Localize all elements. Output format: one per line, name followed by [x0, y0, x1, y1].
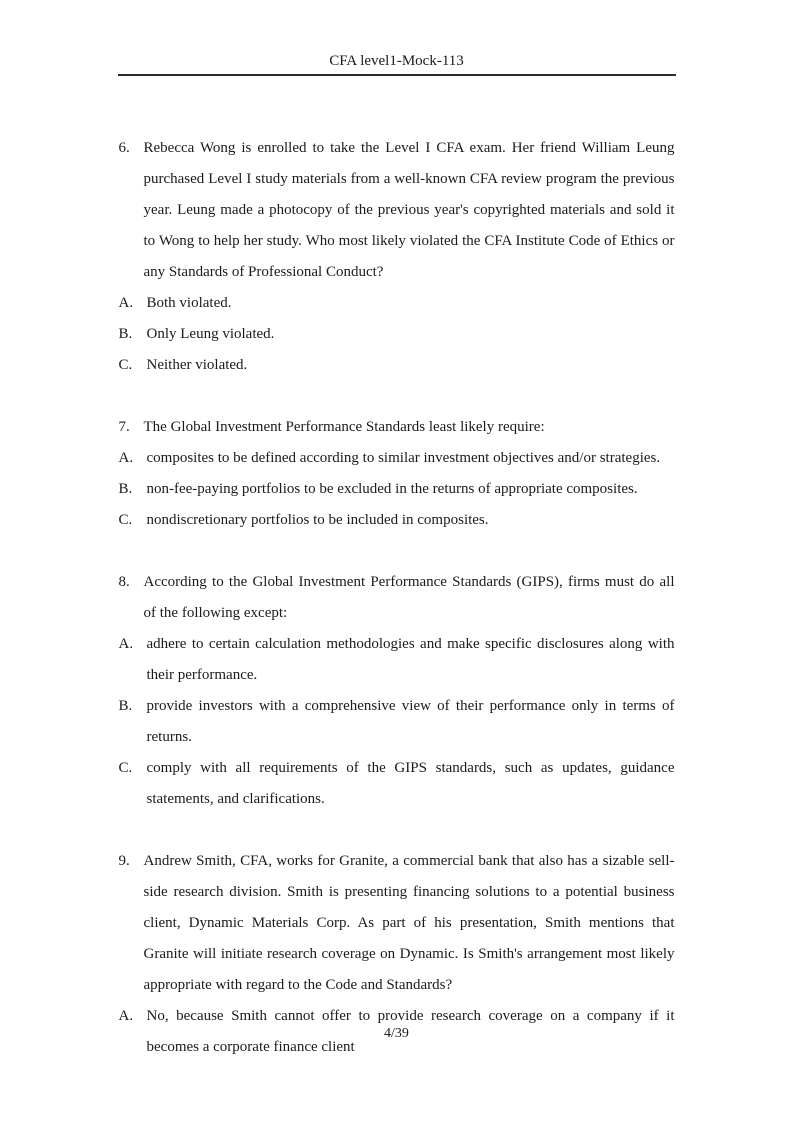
- question-body: The Global Investment Performance Standards least likely require:: [143, 419, 545, 435]
- option-label: A.: [118, 450, 134, 466]
- option-text: Neither violated.: [146, 357, 248, 373]
- question-text: [119, 567, 675, 629]
- option-text: provide investors with a comprehensive view of their performance only in terms of returns.: [146, 698, 675, 745]
- option-label: A.: [118, 636, 134, 652]
- options-list: [119, 443, 675, 536]
- document-header: [118, 0, 676, 76]
- options-list: [119, 629, 675, 815]
- question-body: Rebecca Wong is enrolled to take the Level I CFA exam. Her friend William Leung purchased Level I study materials from a well-known CFA review program the previous year. Leung made a photocopy of the previous year's copyrighted materials and sold it to Wong to help her study. Who most likely violated the CFA Institute Code of Ethics or any Standards of Professional Conduct?: [143, 140, 675, 280]
- question-body: According to the Global Investment Performance Standards (GIPS), firms must do all of the following except:: [143, 574, 675, 621]
- option-text: Both violated.: [146, 295, 232, 311]
- page-footer: [0, 1024, 793, 1044]
- page-number: 4/39: [384, 1026, 409, 1041]
- answer-option-7-A: [119, 443, 675, 474]
- answer-option-6-C: [119, 350, 675, 381]
- question-block-6: [119, 133, 675, 381]
- option-label: B.: [118, 326, 133, 342]
- question-text: [119, 846, 675, 1001]
- option-text: non-fee-paying portfolios to be excluded in the returns of appropriate composites.: [146, 481, 638, 497]
- answer-option-6-B: [119, 319, 675, 350]
- answer-option-7-C: [119, 505, 675, 536]
- option-text: comply with all requirements of the GIPS standards, such as updates, guidance statements, and clarifications.: [146, 760, 675, 807]
- option-label: C.: [118, 512, 133, 528]
- question-number: 8.: [118, 574, 130, 590]
- option-label: A.: [118, 1008, 134, 1024]
- option-label: A.: [118, 295, 134, 311]
- option-text: Only Leung violated.: [146, 326, 275, 342]
- option-text: nondiscretionary portfolios to be included in composites.: [146, 512, 489, 528]
- question-number: 7.: [118, 419, 130, 435]
- answer-option-8-B: [119, 691, 675, 753]
- question-text: [119, 133, 675, 288]
- question-number: 6.: [118, 140, 130, 156]
- options-list: [119, 288, 675, 381]
- questions-container: [119, 76, 675, 1063]
- question-text: [119, 412, 675, 443]
- option-text: composites to be defined according to similar investment objectives and/or strategies.: [146, 450, 661, 466]
- question-block-8: [119, 567, 675, 815]
- option-label: C.: [118, 760, 133, 776]
- question-number: 9.: [118, 853, 130, 869]
- answer-option-8-A: [119, 629, 675, 691]
- question-block-7: [119, 412, 675, 536]
- option-label: B.: [118, 481, 133, 497]
- option-text: No, because Smith cannot offer to provide research coverage on a company if it becomes a corporate finance client: [146, 1008, 675, 1055]
- answer-option-7-B: [119, 474, 675, 505]
- option-label: B.: [118, 698, 133, 714]
- option-text: adhere to certain calculation methodologies and make specific disclosures along with their performance.: [146, 636, 675, 683]
- question-body: Andrew Smith, CFA, works for Granite, a commercial bank that also has a sizable sell-side research division. Smith is presenting financing solutions to a potential business client, Dynamic Materials Corp. As part of his presentation, Smith mentions that Granite will initiate research coverage on Dynamic. Is Smith's arrangement most likely appropriate with regard to the Code and Standards?: [143, 853, 675, 993]
- answer-option-6-A: [119, 288, 675, 319]
- answer-option-8-C: [119, 753, 675, 815]
- option-label: C.: [118, 357, 133, 373]
- document-title: CFA level1-Mock-113: [329, 53, 464, 69]
